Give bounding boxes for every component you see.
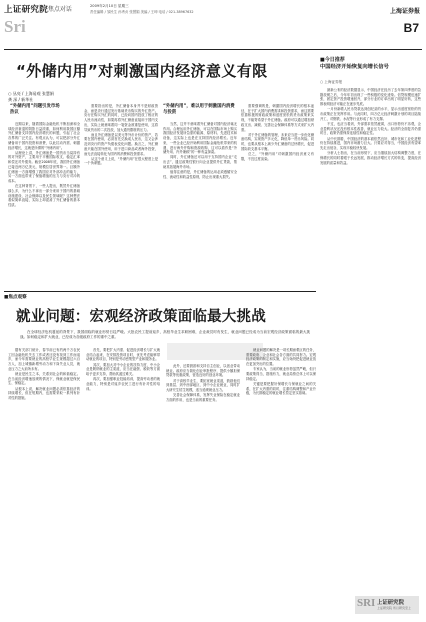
rail-title: 中国经济开始恢复向增长信号: [320, 64, 389, 70]
paragraph: 就业是民生之本，关系到社会的和谐稳定。在当前经济增速放缓的情况下，保就业就是保民生、保稳定。: [8, 372, 80, 386]
logo-mark: SRI: [357, 597, 376, 609]
paragraph: 在这种背景下，一些人提出，既然外汇储备那么多，为什么不拿出一部分来用于国内的基础设施建设、社会保障以及民生领域呢？这种想法看似简单直接，实际上却混淆了外汇储备的基本性质。: [8, 184, 80, 207]
sri-logo: Sri: [4, 17, 26, 36]
paper-name: 上海证券报: [389, 8, 420, 15]
column-name: 上证研究院: [4, 5, 49, 15]
bottom-column-2: [86, 348, 160, 616]
paragraph: 而且外汇储备是以美元等外币计价的资产，若要在国内使用，必须首先兑换成人民币，这又会涉及到央行的资产负债表变化问题。换言之，外汇储备只能在国外使用，用于进口商品或者海外投资，而无法直接转化为国内的消费和投资需求。: [84, 132, 158, 156]
paragraph: 当然，这并不意味着外汇储备对国内经济毫无作用。合理运用外汇储备，可以在国际市场上购买我国经济发展所急需的能源、原材料、先进技术和设备，这实际上也是在支持国内经济增长。近年来，一些企业已经开始利用国际金融危机带来的机遇，进行海外并购和资源收购，这可以看作是“外储外用、内外兼顾”的一种有益探索。: [163, 122, 237, 155]
paragraph: 就业问题的解决是一项长期而艰巨的任务，需要政府、企业和社会各方面的共同努力。宏观经济政策的制定和实施，应当始终把促进就业放在更加突出的位置。: [246, 348, 316, 367]
top-column-3: [163, 122, 237, 287]
logo-tagline: 上证研究院 所以研究至上: [377, 606, 411, 610]
bottom-headline: 就业问题：宏观经济政策面临最大挑战: [16, 309, 266, 325]
paragraph: 值得注意的是，外汇储备的运用必须遵循安全性、流动性和收益性原则，防止出现重大损失。: [163, 170, 237, 179]
paragraph: 此外，还要鼓励和支持自主创业，以创业带动就业。政府应当简化创业审批程序，提供小额担保贷款等优惠政策，营造良好的创业环境。: [166, 364, 240, 378]
paragraph: 一月份新增人民币贷款达到创纪录的水平，显示出适度宽松的货币政策正在发挥作用。与此同时，四万亿元经济刺激计划的项目陆续开工，对钢铁、水泥等行业形成了有力支撑。: [320, 107, 421, 121]
paragraph: 需要强调的是，刺激国内经济增长的根本途径，在于扩大国内消费需求和投资需求，而这需要依靠积极的财政政策和适度宽松的货币政策来实现，不能寄希望于外汇储备。政府可以通过增加财政支出、减税、完善社会保障体系等方式来扩大内需。: [241, 104, 314, 132]
top-subhead: “外储内用”，难以用于刺激国内消费与投资: [163, 104, 235, 115]
paragraph: 完善社会保障体系，发挥失业保险在稳定就业方面的作用，也是当前的重要任务。: [166, 393, 240, 402]
staff-credits: 责任编辑 / 邹民生 孙秀贞 张慧娟 美编 / 王坤 电话 / 021-38967632: [90, 10, 194, 14]
sri-footer-logo: [355, 596, 419, 614]
bottom-lead: 在全球经济危机蔓延的背景下，我国面临的就业形势日趋严峻。大批农民工提前返乡，高校毕业生求职困难，企业裁员时有发生，就业问题已经成为当前宏观经济政策面临的最大挑战。如何稳定和扩大就业，已经成为各级政府工作的重中之重。: [20, 330, 310, 339]
paragraph: 对于高校毕业生，要拓宽就业渠道，鼓励他们到基层、到中西部地区、到中小企业就业，同时扩大研究生招生规模，适当延缓就业压力。: [166, 378, 240, 393]
section-name: · 焦点对话: [44, 6, 72, 13]
byline-line: ○ 丛亮 / 上海易观 张慧娟: [8, 91, 54, 96]
paragraph: 关键是要把握好保增长与保就业之间的关系，在扩大内需的同时，注重结构调整和产业升级，为长期稳定的就业增长奠定坚实基础。: [246, 381, 316, 396]
section-tag: ■焦点观察: [4, 295, 27, 300]
paragraph: 从根本上说，解决就业问题必须依靠经济的持续增长，但在短期内，也需要采取一系列有针对性的措施。: [8, 386, 80, 401]
paragraph: 其次，要加大对中小企业的扶持力度，中小企业是吸纳就业的主渠道，应当在融资、税收等方面给予更多支持，帮助其渡过难关。: [86, 362, 160, 377]
page-header: [4, 3, 422, 47]
paragraph: 同时，外汇储备还可以用于支持国内企业“走出去”，通过政策性银行向企业提供外汇贷款，帮助其拓展海外市场。: [163, 155, 237, 169]
rail-byline: ○ 上海证券报: [320, 80, 343, 84]
paragraph: 不过，也应当看到，外部需求依然疲弱，出口形势仍不乐观，企业盈利状况还没有根本性改善，就业压力较大。经济的全面复苏仍需时日，政策仍需保持连续性和稳定性。: [320, 121, 421, 136]
rail-heading: ■今日推荐: [320, 57, 345, 63]
logo-name: 上证研究院: [377, 600, 404, 606]
story-divider: [4, 291, 316, 292]
rail-text: [320, 88, 421, 488]
top-column-1: [8, 122, 80, 287]
top-subhead: “外储内用”问题引发市场热议: [10, 104, 60, 115]
paragraph: 专家认为，当前的就业形势虽然严峻，但只要政策得当，措施有力，就业局势总体上可以保持稳定。: [246, 367, 316, 381]
top-column-4: [241, 104, 314, 287]
bottom-column-3: [166, 364, 240, 616]
paragraph: 总之，“外储内用”对刺激国内经济意义有限，不宜过度渲染。: [241, 152, 314, 161]
bottom-column-4: [246, 348, 316, 616]
top-byline: [8, 91, 54, 102]
byline-line: 龚 深 / 新华社: [8, 96, 34, 102]
paragraph: 从这个意义上说，“外储内用”在很大程度上是一个伪命题。: [84, 156, 158, 166]
paragraph: 需要指出的是，外汇储备本身并不是财政资金，而是央行通过发行基础货币购买的外汇资产。央行在购买外汇的同时，已经向国内投放了相应的人民币流动性，如果再将外汇储备直接用于国内支出，实际上就意味着同一笔资金被重复使用，这将导致货币的二次投放，加大通货膨胀的压力。: [84, 104, 158, 132]
top-headline: “外储内用”对刺激国内经济意义有限: [16, 62, 268, 80]
paragraph: 从理论上讲，外汇储备是一国货币当局持有的对外资产，主要用于平衡国际收支、稳定汇率和偿还对外债务。截至2008年底，我国外汇储备已接近两万亿美元，规模位居世界第一。巨额外汇储备一方面增强了我国应对外部冲击的能力，另一方面也带来了保值增值的压力与央行对冲的成本。: [8, 150, 80, 183]
header-rule: [4, 49, 422, 50]
paragraph: 近期以来，随着国际金融危机不断加深和全球经济衰退的阴影日益浓重，如何利用我国巨额外汇储备支持国内经济增长的问题，引起了社会各界的广泛关注。有观点认为，可以把部分外汇储备用于国内投资和消费，以此拉动内需、刺激经济增长，这就是所谓的“外储内用”。: [8, 122, 80, 150]
paragraph: 再次，要加强职业技能培训，提高劳动者的就业能力，特别是对返乡农民工进行有针对性的培训。: [86, 377, 160, 391]
paragraph: 据有关部门统计，春节前已有约两千万农民工因金融危机失去工作或者还没有找到工作而返乡，而今年需要就业的高校毕业生规模超过六百万人，加上城镇新增劳动力和下岗失业人员，就业压力之大前所未有。: [8, 348, 80, 371]
paragraph: 对于外汇储备的管理，未来应当进一步优化储备结构，实现资产多元化，降低单一货币风险。同时，也要从根本上减少外汇储备的过快增长，促进国际收支基本平衡。: [241, 132, 314, 151]
top-column-2: [84, 104, 158, 287]
paragraph: 从中长期看，中国经济的基本面依然良好，城市化和工业化进程仍在持续推进，国内市场潜力巨大。只要应对得当，中国经济有望率先走出低谷，实现平稳较快发展。: [320, 136, 421, 150]
right-rail: [318, 56, 422, 488]
page-number: B7: [403, 21, 419, 35]
issue-date: 2009年2月10日 星期三: [90, 4, 129, 8]
paragraph: 分析人士指出，在当前形势下，应当继续加大结构调整力度，在保增长的同时着眼于长远发展，推动经济增长方式的转变，提高经济发展的质量和效益。: [320, 151, 421, 165]
paragraph: 首先，要把扩大内需、促进经济增长与扩大就业结合起来，在安排投资项目时，优先考虑能够带动就业的项目，特别是劳动密集型产业和服务业。: [86, 348, 160, 362]
paragraph: 最新公布的经济数据显示，中国经济在经历了去年第四季度的急剧放缓之后，今年年初出现了一些积极的变化迹象。信贷规模迅速扩张，固定资产投资增速回升，部分行业的订单出现了明显好转，这些都表明经济可能正在逐步见底。: [320, 88, 421, 107]
bottom-column-1: [8, 348, 80, 616]
